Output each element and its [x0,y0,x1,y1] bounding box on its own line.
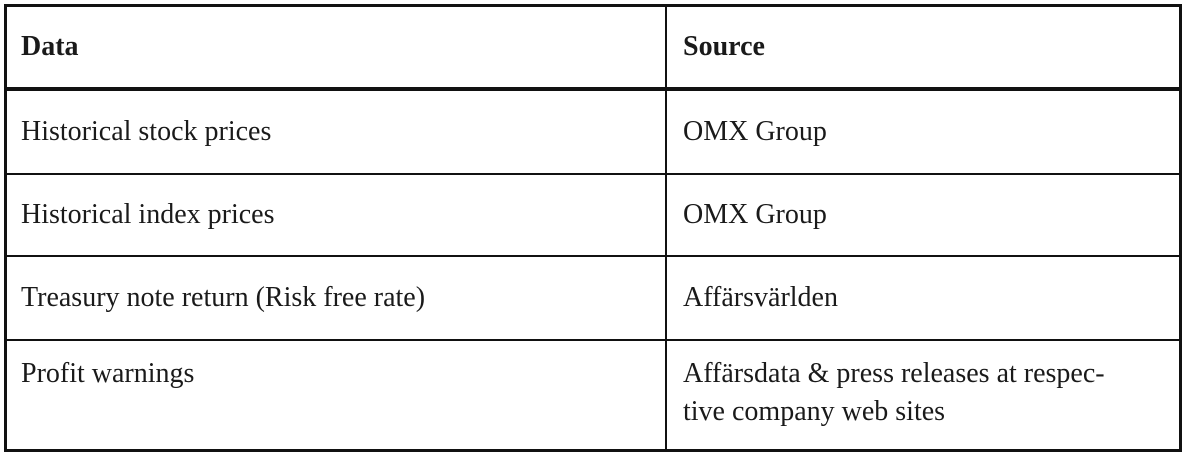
cell-data: Historical index prices [21,199,275,230]
header-data: Data [21,31,79,62]
table-row [7,91,1179,175]
cell-source: OMX Group [683,116,827,147]
header-source: Source [683,31,765,62]
cell-data: Profit warnings [21,358,195,389]
cell-data: Treasury note return (Risk free rate) [21,282,426,313]
table-row [7,175,1179,257]
data-sources-table [4,4,1182,452]
cell-source: Affärsvärlden [683,282,838,313]
cell-source [667,341,1179,449]
cell-source: OMX Group [683,199,827,230]
cell-data: Historical stock prices [21,116,272,147]
cell-source-line-1: Affärsdata & press releases at respec- [683,358,1105,389]
cell-source-line-2: tive company web sites [683,396,946,427]
table-row [7,341,1179,449]
table-header-row [7,7,1179,91]
table-row [7,257,1179,341]
